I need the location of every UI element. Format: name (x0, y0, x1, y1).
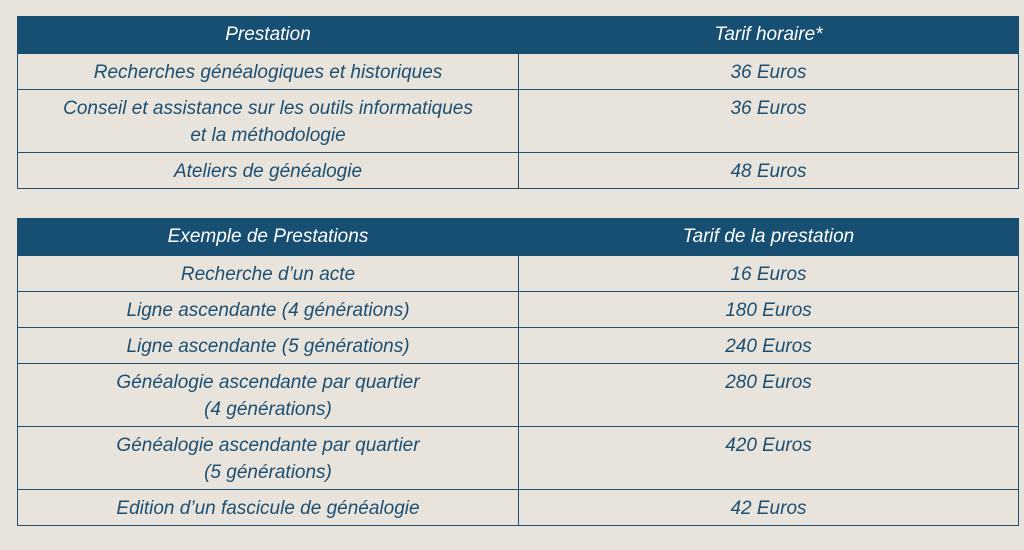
table-row (18, 427, 1019, 490)
prestation-cell: Généalogie ascendante par quartier (5 générations) (18, 427, 519, 490)
table-row (18, 54, 1019, 90)
prestation-cell: Edition d’un fascicule de généalogie (18, 490, 519, 526)
tarif-cell: 16 Euros (519, 256, 1019, 292)
table-row (18, 90, 1019, 153)
prestation-cell: Généalogie ascendante par quartier (4 générations) (18, 364, 519, 427)
table-header-row (18, 219, 1019, 256)
table-row (18, 292, 1019, 328)
table-row (18, 490, 1019, 526)
tarif-cell: 48 Euros (519, 153, 1019, 189)
tarif-cell: 36 Euros (519, 90, 1019, 153)
table-row (18, 256, 1019, 292)
column-header-prestation: Prestation (18, 17, 519, 54)
tarif-cell: 240 Euros (519, 328, 1019, 364)
prestation-cell: Recherches généalogiques et historiques (18, 54, 519, 90)
table-row (18, 364, 1019, 427)
column-header-exemple-prestations: Exemple de Prestations (18, 219, 519, 256)
table-row (18, 153, 1019, 189)
tarif-cell: 36 Euros (519, 54, 1019, 90)
column-header-tarif-prestation: Tarif de la prestation (519, 219, 1019, 256)
prestation-cell: Ateliers de généalogie (18, 153, 519, 189)
prestation-cell: Recherche d’un acte (18, 256, 519, 292)
table-row (18, 328, 1019, 364)
prestation-cell: Conseil et assistance sur les outils informatiques et la méthodologie (18, 90, 519, 153)
column-header-tarif-horaire: Tarif horaire* (519, 17, 1019, 54)
prestation-cell: Ligne ascendante (5 générations) (18, 328, 519, 364)
tarif-cell: 42 Euros (519, 490, 1019, 526)
table-header-row (18, 17, 1019, 54)
prestation-cell: Ligne ascendante (4 générations) (18, 292, 519, 328)
tarif-cell: 180 Euros (519, 292, 1019, 328)
example-services-table (17, 218, 1019, 526)
tarif-cell: 420 Euros (519, 427, 1019, 490)
hourly-rates-table (17, 16, 1019, 189)
tarif-cell: 280 Euros (519, 364, 1019, 427)
